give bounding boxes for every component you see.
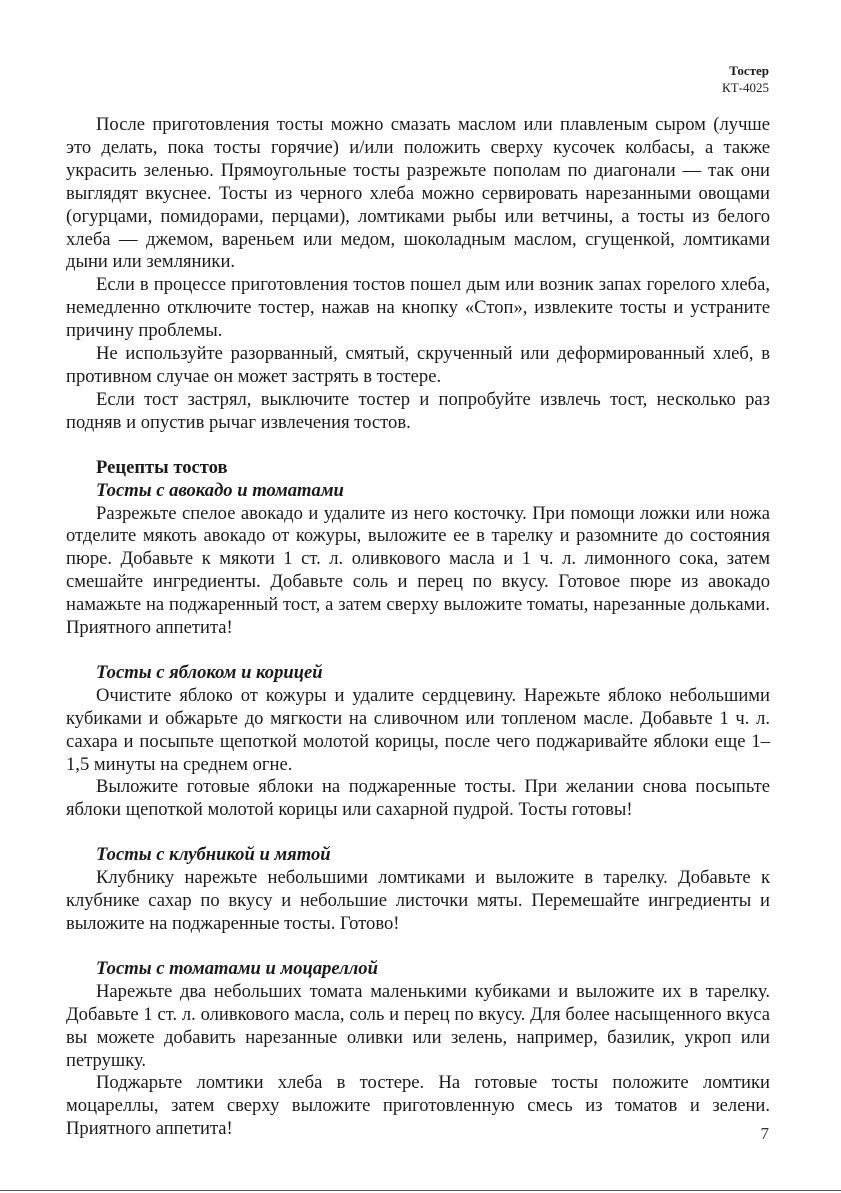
page-header <box>722 62 769 96</box>
product-model: КТ-4025 <box>722 80 769 95</box>
recipe-paragraph: Выложите готовые яблоки на поджаренные тосты. При желании снова посыпьте яблоки щепоткой молотой корицы или сахарной пудрой. Тосты готовы! <box>66 776 770 821</box>
recipe-title: Тосты с клубникой и мятой <box>96 844 331 866</box>
page-bottom-divider <box>0 1190 841 1191</box>
recipe-paragraph: Клубнику нарежьте небольшими ломтиками и выложите в тарелку. Добавьте к клубнике сахар по вкусу и небольшие листочки мяты. Перемешайте ингредиенты и выложите на поджаренные тосты. Готово! <box>66 867 770 934</box>
recipe-title: Тосты с авокадо и томатами <box>96 479 344 501</box>
recipe-title: Тосты с томатами и моцареллой <box>96 957 378 979</box>
recipes-section-title: Рецепты тостов <box>96 456 228 478</box>
intro-paragraph: Если в процессе приготовления тостов пошел дым или возник запах горелого хлеба, немедленно отключите тостер, нажав на кнопку «Стоп», извлеките тосты и устраните причину проблемы. <box>66 274 770 342</box>
intro-paragraph: Если тост застрял, выключите тостер и попробуйте извлечь тост, несколько раз подняв и опустив рычаг извлечения тостов. <box>66 388 770 433</box>
recipe-paragraph: Очистите яблоко от кожуры и удалите сердцевину. Нарежьте яблоко небольшими кубиками и обжарьте до мягкости на сливочном или топленом масле. Добавьте 1 ч. л. сахара и посыпьте щепоткой молотой корицы, после чего поджаривайте яблоки еще 1–1,5 минуты на среднем огне. <box>66 684 770 775</box>
page-content <box>66 114 770 1141</box>
product-title: Тостер <box>729 63 769 78</box>
recipe-title: Тосты с яблоком и корицей <box>96 661 323 683</box>
intro-paragraph: Не используйте разорванный, смятый, скрученный или деформированный хлеб, в противном случае он может застрять в тостере. <box>66 343 770 387</box>
recipe-paragraph: Поджарьте ломтики хлеба в тостере. На готовые тосты положите ломтики моцареллы, затем сверху выложите приготовленную смесь из томатов и зелени. Приятного аппетита! <box>66 1072 770 1140</box>
intro-paragraph: После приготовления тосты можно смазать маслом или плавленым сыром (лучше это делать, пока тосты горячие) и/или положить сверху кусочек колбасы, а также украсить зеленью. Прямоугольные тосты разрежьте пополам по диагонали — так они выглядят вкуснее. Тосты из черного хлеба можно сервировать нарезанными овощами (огурцами, помидорами, перцами), ломтиками рыбы или ветчины, а тосты из белого хлеба — джемом, вареньем или медом, шоколадным маслом, сгущенкой, ломтиками дыни или земляники. <box>66 114 770 273</box>
recipe-paragraph: Разрежьте спелое авокадо и удалите из него косточку. При помощи ложки или ножа отделите мякоть авокадо от кожуры, выложите ее в тарелку и разомните до состояния пюре. Добавьте к мякоти 1 ст. л. оливкового масла и 1 ч. л. лимонного сока, затем смешайте ингредиенты. Добавьте соль и перец по вкусу. Готовое пюре из авокадо намажьте на поджаренный тост, а затем сверху выложите томаты, нарезанные дольками. Приятного аппетита! <box>66 502 770 639</box>
recipe-paragraph: Нарежьте два небольших томата маленькими кубиками и выложите их в тарелку. Добавьте 1 ст. л. оливкового масла, соль и перец по вкусу. Для более насыщенного вкуса вы можете добавить нарезанные оливки или зелень, например, базилик, укроп или петрушку. <box>66 980 770 1071</box>
page-number: 7 <box>760 1124 769 1143</box>
